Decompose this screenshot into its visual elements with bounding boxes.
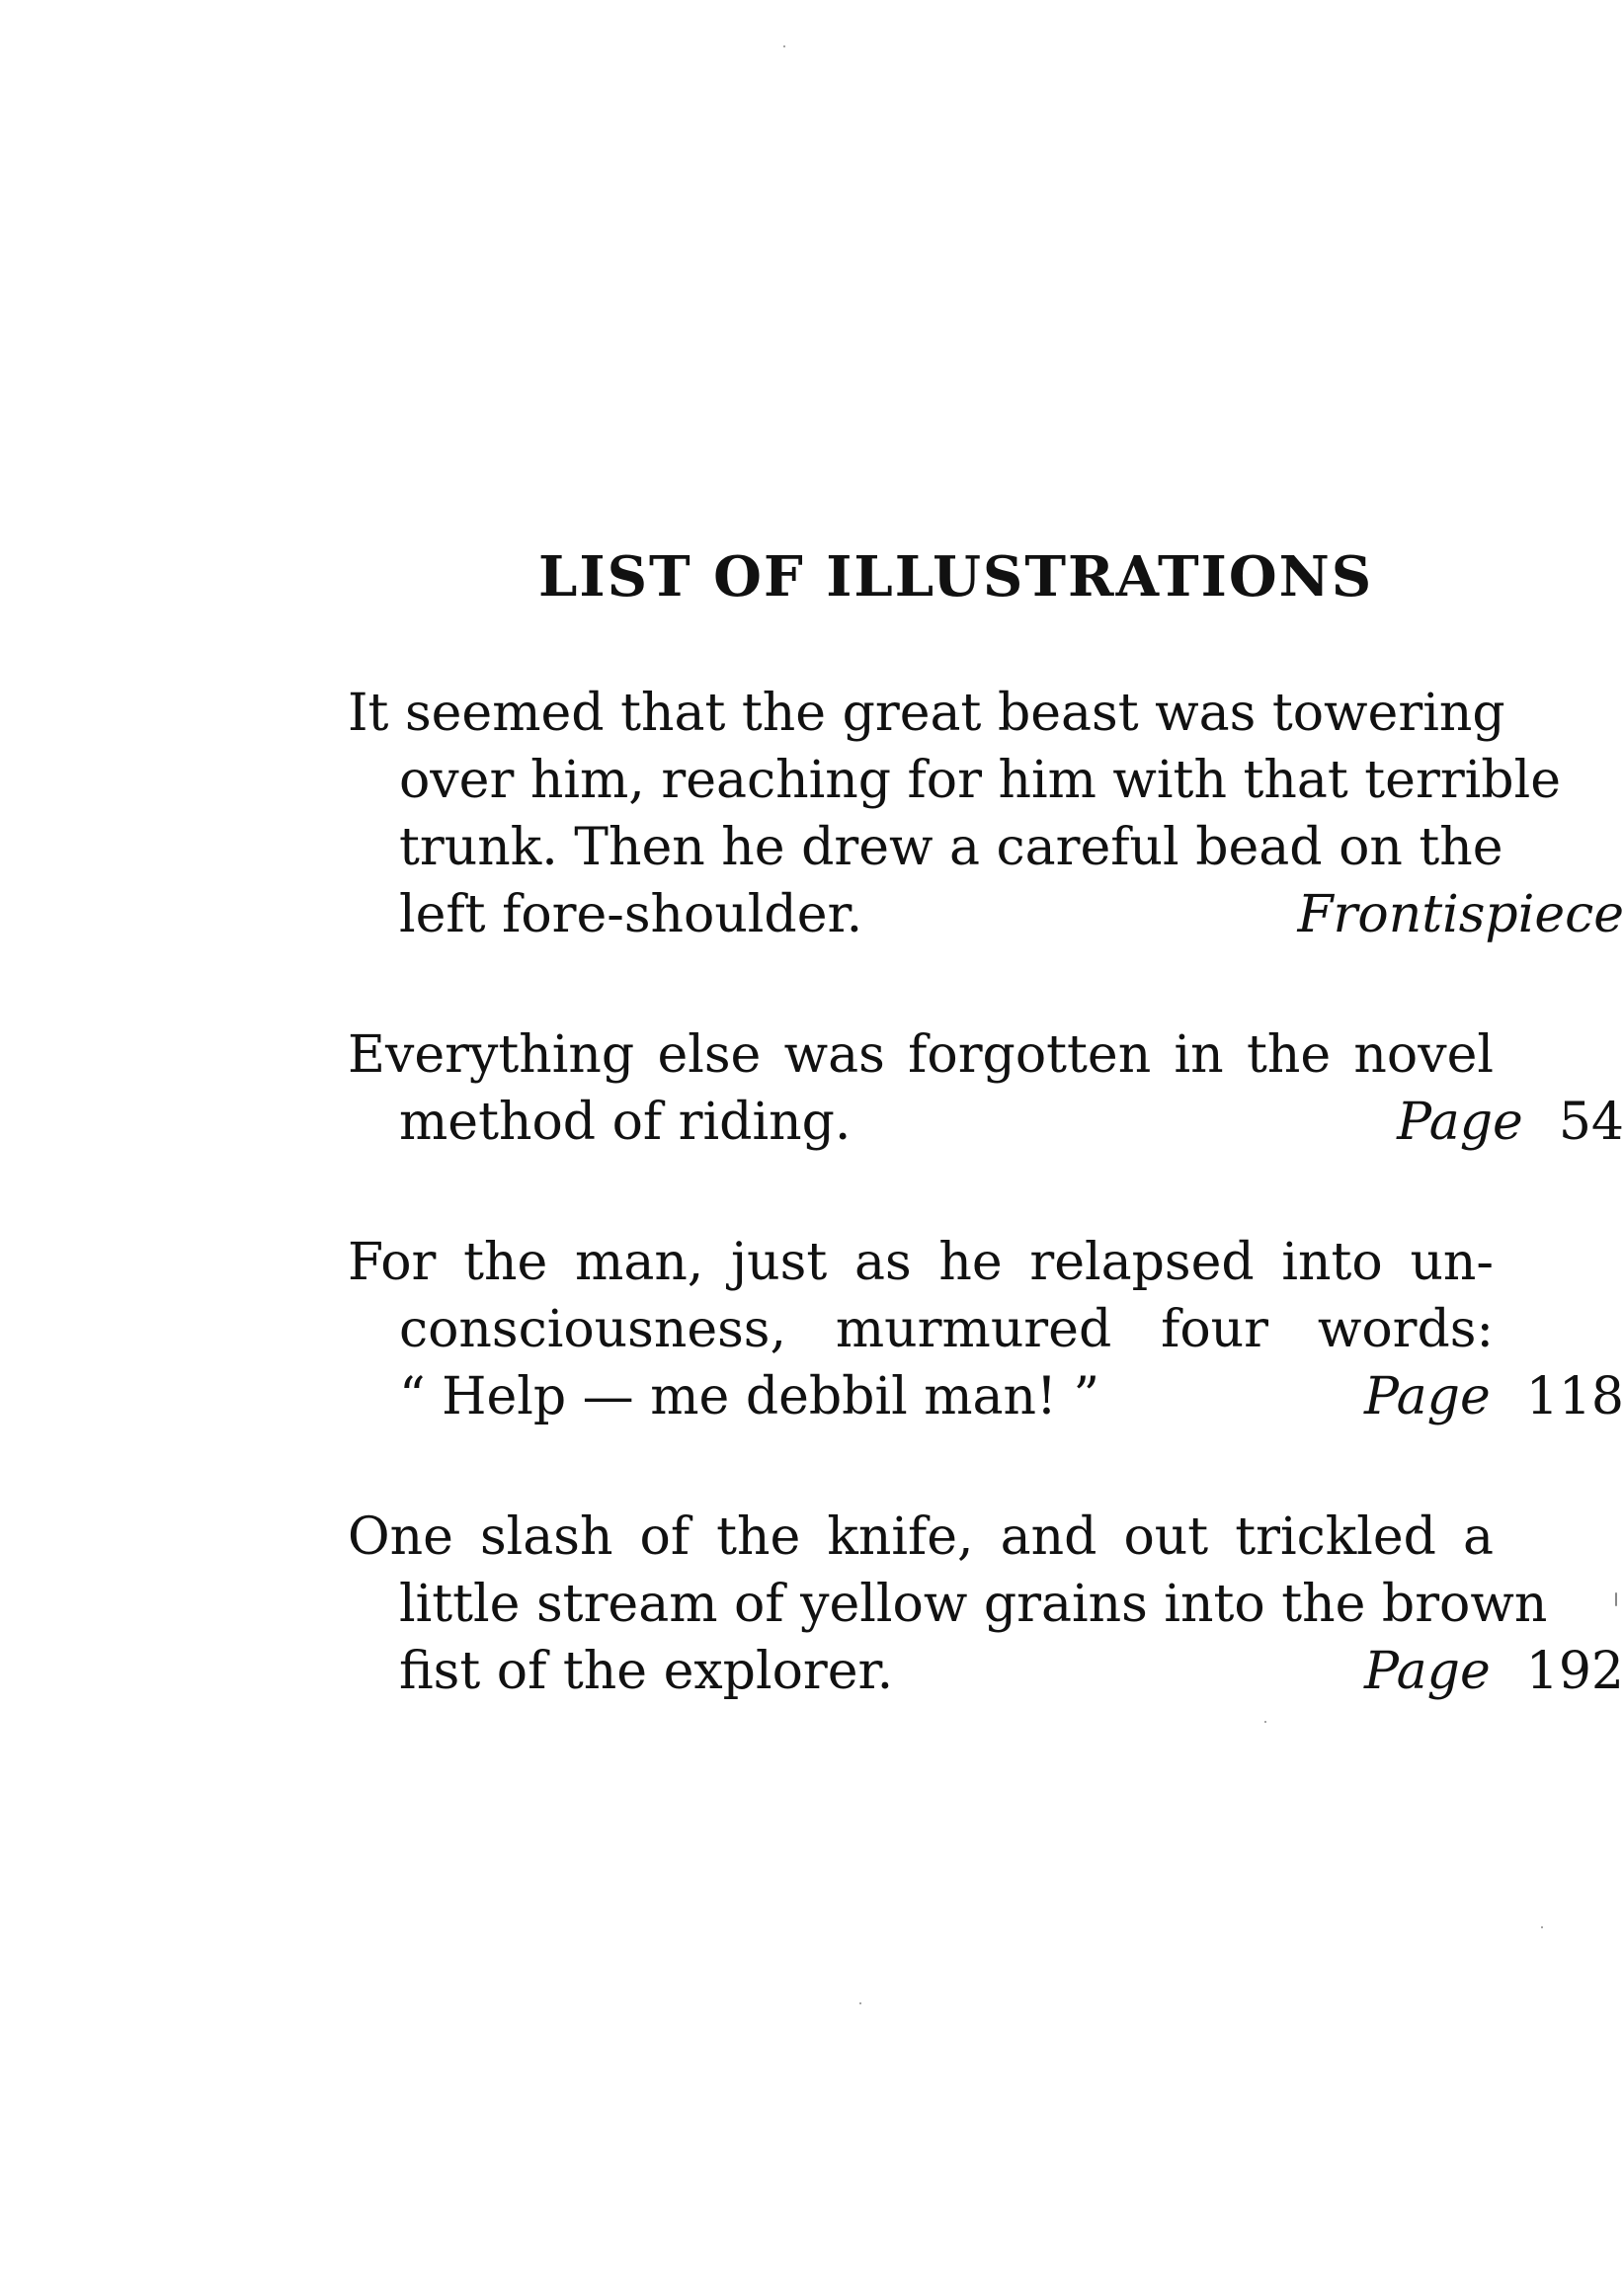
caption-line: One slash of the knife, and out trickled a (348, 1507, 1494, 1567)
page-number: 118 (1525, 1367, 1624, 1426)
caption-line: trunk. Then he drew a careful bead on the (399, 818, 1503, 877)
illustration-entry (348, 1229, 1624, 1430)
page-reference (1397, 1089, 1624, 1156)
scan-speck (859, 2002, 861, 2004)
caption-line: “ Help — me debbil man! ” (399, 1367, 1100, 1426)
caption-line: over him, reaching for him with that terrible (399, 751, 1561, 810)
scan-speck (1615, 1592, 1617, 1606)
caption-line: little stream of yellow grains into the brown (399, 1575, 1548, 1634)
page-reference (1364, 1363, 1624, 1430)
page-reference-label: Page (1364, 1642, 1491, 1701)
illustration-entry (348, 680, 1624, 948)
caption-line: method of riding. (399, 1093, 852, 1152)
page-title: LIST OF ILLUSTRATIONS (538, 544, 1374, 610)
caption-last-line (399, 881, 1624, 948)
page-reference (1364, 1638, 1624, 1705)
scan-speck (783, 45, 785, 47)
page-reference-label: Page (1397, 1093, 1523, 1152)
caption-line: left fore-shoulder. (399, 885, 863, 944)
caption-line: It seemed that the great beast was towering (348, 684, 1505, 743)
caption-last-line (399, 1638, 1624, 1705)
caption-line: Everything else was forgotten in the novel (348, 1025, 1494, 1085)
page-number: 54 (1558, 1093, 1624, 1152)
caption-line: fist of the explorer. (399, 1642, 894, 1701)
page-reference-label: Frontispiece (1297, 885, 1624, 944)
caption-line: For the man, just as he relapsed into un- (348, 1233, 1494, 1292)
page-reference (1297, 881, 1624, 948)
scan-speck (1264, 1721, 1266, 1723)
caption-line: consciousness, murmured four words: (399, 1300, 1494, 1359)
caption-last-line (399, 1089, 1624, 1156)
caption-last-line (399, 1363, 1624, 1430)
page-number: 192 (1525, 1642, 1624, 1701)
illustration-entry (348, 1021, 1624, 1156)
page-reference-label: Page (1364, 1367, 1491, 1426)
scan-speck (1541, 1926, 1543, 1928)
illustration-entry (348, 1504, 1624, 1705)
